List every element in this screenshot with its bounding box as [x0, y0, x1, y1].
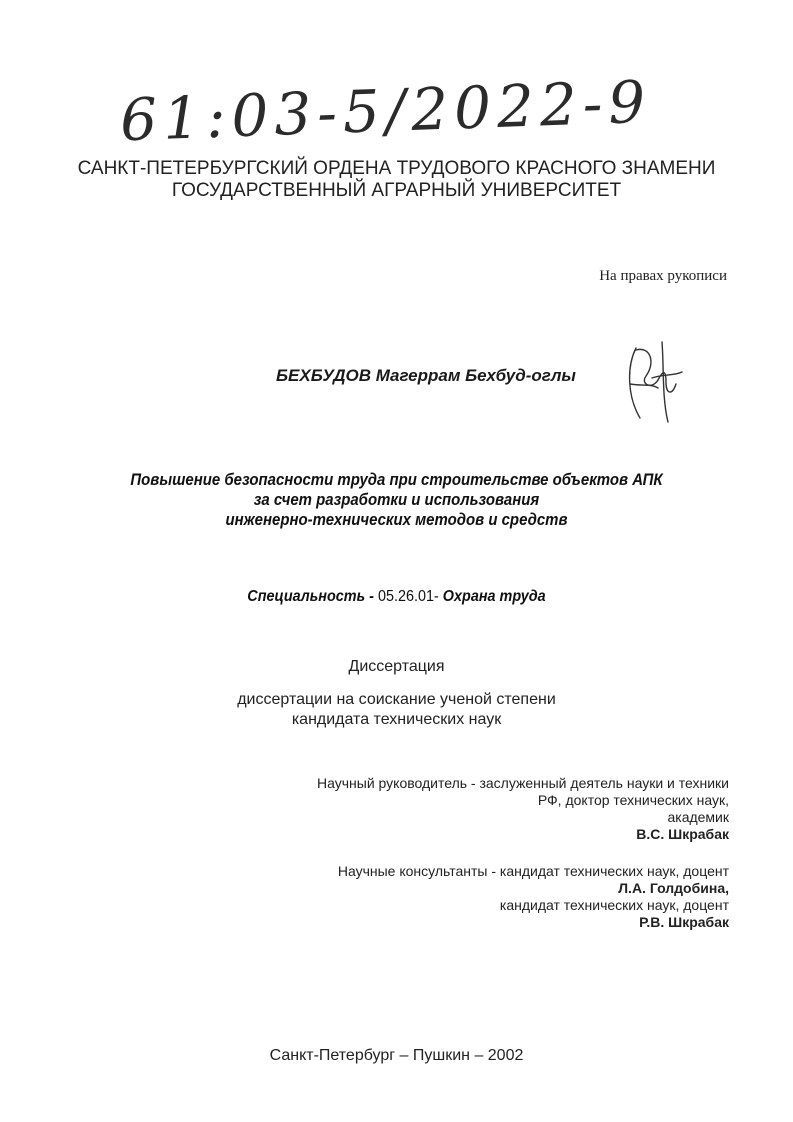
specialty-label: Специальность -	[247, 588, 374, 605]
advisor-line-2: РФ, доктор технических наук,	[537, 792, 729, 808]
scientific-advisor	[209, 775, 729, 843]
consultant-name-1: Л.А. Голдобина,	[618, 880, 729, 896]
university-line-2: ГОСУДАРСТВЕННЫЙ АГРАРНЫЙ УНИВЕРСИТЕТ	[171, 180, 622, 201]
city-and-year: Санкт-Петербург – Пушкин – 2002	[269, 1047, 524, 1064]
degree-line-1: диссертации на соискание ученой степени	[237, 691, 556, 708]
advisor-name: В.С. Шкрабак	[636, 826, 729, 842]
advisor-line-1: Научный руководитель - заслуженный деятель науки и техники	[317, 775, 729, 791]
title-line-1: Повышение безопасности труда при строительстве объектов АПК	[130, 470, 663, 489]
consultants-line-1: Научные консультанты - кандидат технических наук, доцент	[337, 863, 729, 879]
document-type: Диссертация	[348, 658, 445, 675]
title-line-3: инженерно-технических методов и средств	[225, 510, 568, 529]
university-name	[0, 158, 793, 202]
rights-note: На правах рукописи	[599, 268, 727, 284]
consultant-name-2: Р.В. Шкрабак	[639, 914, 729, 930]
specialty-code: 05.26.01-	[373, 588, 443, 605]
signature-icon	[622, 338, 692, 428]
handwritten-call-number: 61:03-5/2022-9	[118, 67, 653, 155]
university-line-1: САНКТ-ПЕТЕРБУРГСКИЙ ОРДЕНА ТРУДОВОГО КРАСНОГО ЗНАМЕНИ	[77, 158, 716, 179]
advisor-line-3: академик	[667, 809, 729, 825]
title-line-2: за счет разработки и использования	[253, 490, 540, 509]
specialty	[40, 588, 754, 606]
scientific-consultants	[209, 863, 729, 931]
author-name: БЕХБУДОВ Магеррам Бехбуд-оглы	[276, 366, 576, 385]
specialty-name: Охрана труда	[442, 588, 546, 605]
degree-line-2: кандидата технических наук	[291, 711, 502, 728]
dissertation-title	[48, 470, 746, 530]
degree-statement	[0, 690, 793, 730]
consultants-line-2: кандидат технических наук, доцент	[499, 897, 729, 913]
